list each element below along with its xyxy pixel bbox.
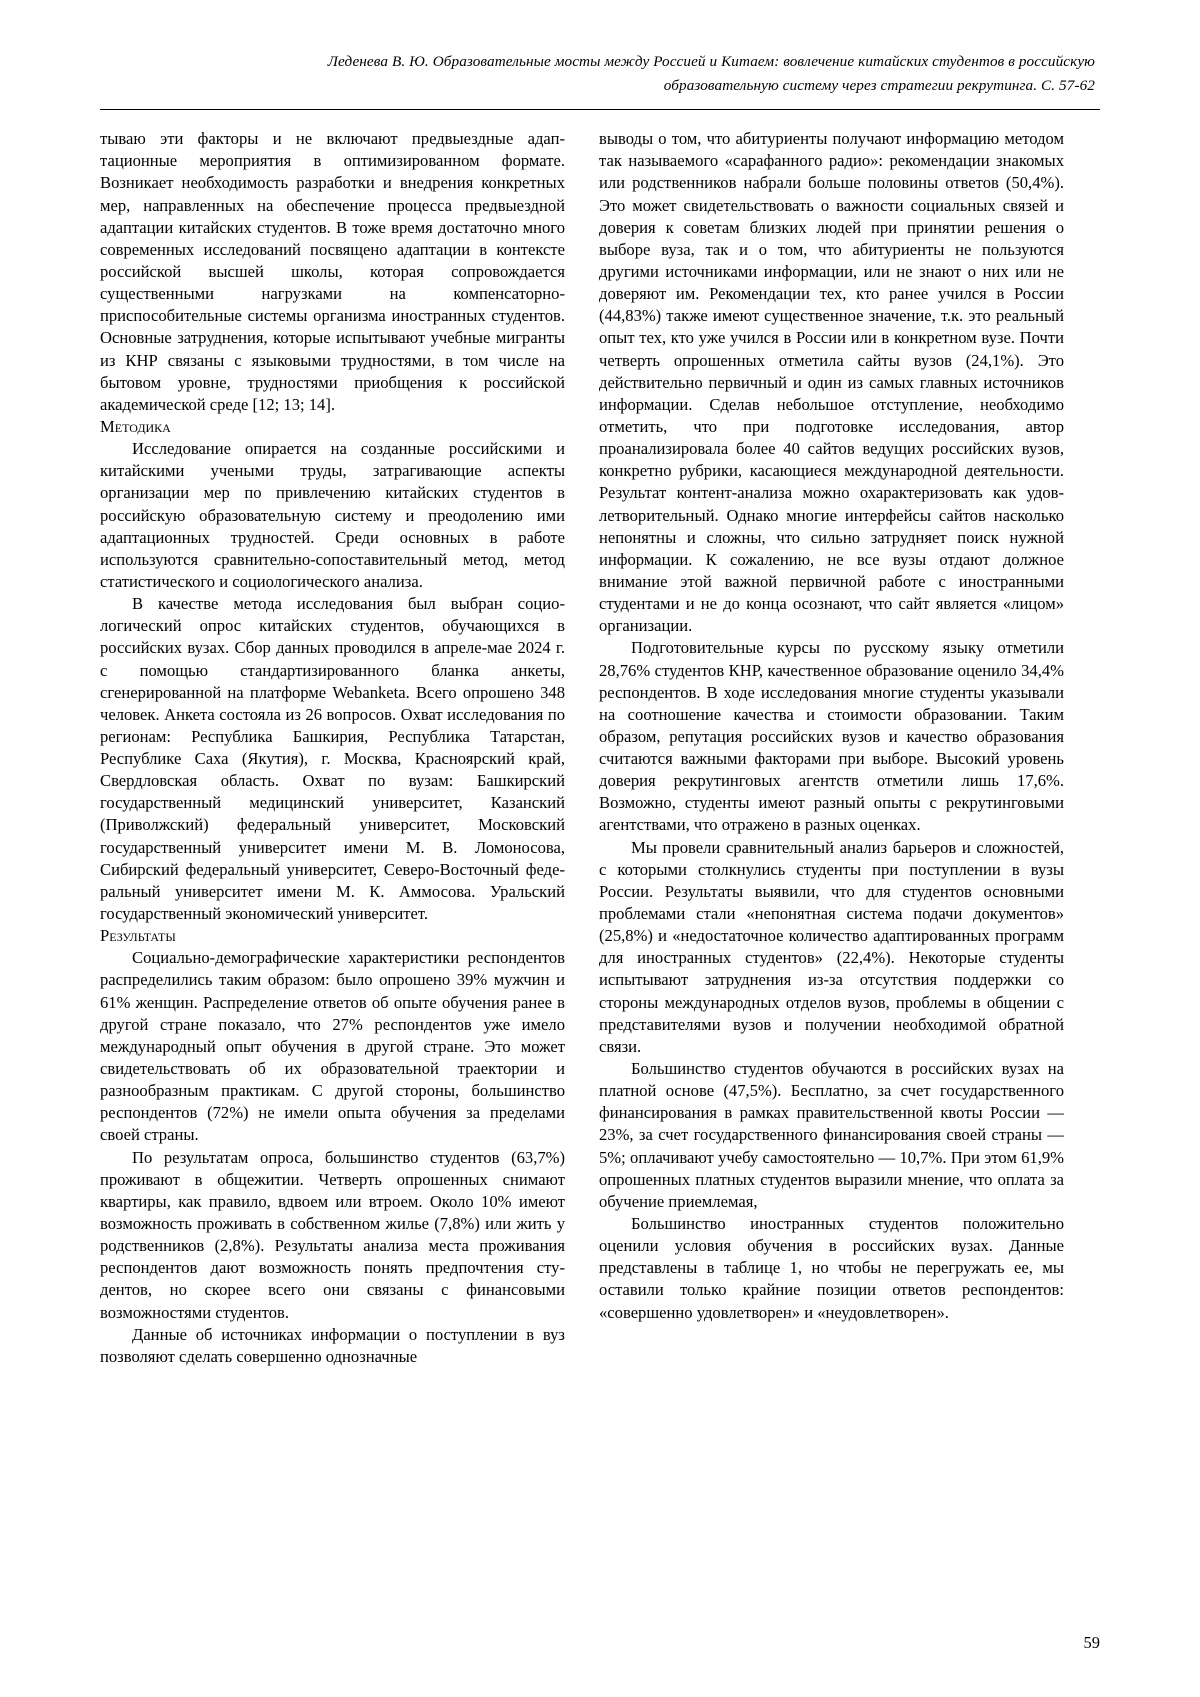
paragraph: В качестве метода исследования был выбран социологический опрос китайских студентов, обучающихся в российских вузах. Сбор данных проводился в апреле-мае 2024 г. с помощью стандартизированного бланка анкеты, сгенерированной на платформе Webanketa. Всего опрошено 348 человек. Анкета состояла из 26 вопросов. Охват исследования по регионам: Республика Башкирия, Республика Татарстан, Республике Саха (Якутия), г. Москва, Красноярский край, Свердловская область. Охват по вузам: Башкирский государственный медицинский университет, Казанский (Приволжский) федеральный университет, Московский государственный университет имени М. В. Ломоносова, Сибирский федеральный университет, Северо-Восточный федеральный университет имени М. К. Аммосова. Уральский государственный экономический университет. bbox=[100, 594, 565, 924]
text-columns bbox=[100, 128, 1100, 1368]
paragraph: Большинство студентов обучаются в российских вузах на платной основе (47,5%). Бесплатно, за счет государственного финансирования в рамках правительственной квоты России — 23%, за счет государственного финансирования своей страны — 5%; оплачивают учебу самостоятельно — 10,7%. При этом 61,9% опрошенных платных студентов выразили мнение, что оплата за обучение приемлемая, bbox=[599, 1059, 1064, 1211]
running-head-line-1: Леденева В. Ю. Образовательные мосты между Россией и Китаем: вовлечение китайских студентов в российскую bbox=[327, 53, 1095, 70]
running-head bbox=[230, 50, 1095, 97]
paragraph: Мы провели сравнительный анализ барьеров и сложностей, с которыми столкнулись студенты при поступлении в вузы России. Результаты выявили, что для студентов основными проблемами стали «непонятная система подачи документов» (25,8%) и «недостаточное количество адаптированных программ для иностранных студентов» (22,4%). Некоторые студенты испытывают затруднения из-за отсутствия поддержки со стороны международных отделов вузов, проблемы в общении с представителями вузов и получении необходимой обратной связи. bbox=[599, 837, 1064, 1056]
paragraph: Подготовительные курсы по русскому языку отметили 28,76% студентов КНР, качественное образование оценило 34,4% респондентов. В ходе исследования многие студенты указывали на соотношение качества и стоимости образовании. Таким образом, репутация российских вузов и качество образования считаются важными факторами при выборе. Высокий уровень доверия рекрутинговых агентств отметили лишь 17,6%. Возможно, студенты имеют разный опыты с рекрутинговыми агентствами, что отражено в разных оценках. bbox=[599, 638, 1064, 835]
paragraph: Исследование опирается на созданные российскими и китайскими учеными труды, затрагивающие аспекты организации мер по привлечению китайских студентов в российскую образовательную систему и преодолению ими адаптационных трудностей. Среди основных в работе используются сравнительно-сопоставительный метод, метод статистического и социологического анализа. bbox=[100, 439, 565, 591]
paragraph: Данные об источниках информации о поступлении в вуз позволяют сделать совершенно однозначные bbox=[100, 1324, 565, 1366]
paragraph: По результатам опроса, большинство студентов (63,7%) проживают в общежитии. Четверть опрошенных снимают квартиры, как правило, вдвоем или втроем. Около 10% имеют возможность проживать в собственном жилье (7,8%) или жить у родственников (2,8%). Результаты анализа места проживания респондентов дают возможность понять предпочтения студентов, но скорее всего они связаны с финансовыми возможностями студентов. bbox=[100, 1147, 565, 1322]
left-column bbox=[100, 128, 565, 1368]
page-number: 59 bbox=[1083, 1633, 1100, 1652]
section-heading-results: Результаты bbox=[100, 926, 176, 946]
right-column bbox=[599, 128, 1064, 1324]
section-heading-methods: Методика bbox=[100, 416, 171, 436]
paragraph: Социально-демографические характеристики респондентов распределились таким образом: было опрошено 39% мужчин и 61% женщин. Распределение ответов об опыте обучения ранее в другой стране показало, что 27% респондентов уже имело международный опыт обучения в другой стране. Это может свидетельствовать об их образовательной траектории и разнообразным практикам. С другой стороны, большинство респондентов (72%) не имели опыта обучения за пределами своей страны. bbox=[100, 948, 565, 1145]
running-head-line-2: образовательную систему через стратегии рекрутинга. С. 57-62 bbox=[663, 76, 1095, 94]
paragraph: тываю эти факторы и не включают предвыездные адаптационные мероприятия в оптимизированном формате. Возникает необходимость разработки и внедрения конкретных мер, направленных на обеспечение процесса предвыездной адаптации китайских студентов. В тоже время достаточно много современных исследований посвящено адаптации в контексте российской высшей школы, которая сопровождается существенными нагрузками на компенсаторно-приспособительные системы организма иностранных студентов. Основные затруднения, которые испытывают учебные мигранты из КНР связаны с языковыми трудностями, в том числе на бытовом уровне, трудностями приобщения к российской академической среде [12; 13; 14]. bbox=[100, 129, 565, 414]
header-rule bbox=[100, 109, 1100, 110]
paragraph: выводы о том, что абитуриенты получают информацию методом так называемого «сарафанного радио»: рекомендации знакомых или родственников набрали больше половины ответов (50,4%). Это может свидетельствовать о важности социальных связей и доверия к советам близких людей при принятии решения о выборе вуза, так и о том, что абитуриенты не пользуются другими источниками информации, или не знают о них или не доверяют им. Рекомендации тех, кто ранее учился в России (44,83%) также имеют существенное значение, т.к. это реальный опыт тех, кто уже учился в России или в конкретном вузе. Почти четверть опрошенных отметила сайты вузов (24,1%). Это действительно первичный и один из самых главных источников информации. Сделав небольшое отступление, необходимо отметить, что при подготовке исследования, автор проанализировала более 40 сайтов ведущих российских вузов, конкретно рубрики, касающиеся международной деятельности. Результат контент-анализа можно охарактеризовать как удовлетворительный. Однако многие интерфейсы сайтов насколько непонятны и сложны, что сильно затрудняет поиск нужной информации. К сожалению, не все вузы отдают должное внимание этой важной первичной работе с иностранными студентами и не до конца осознают, что сайт является «лицом» организации. bbox=[599, 129, 1064, 636]
paragraph: Большинство иностранных студентов положительно оценили условия обучения в российских вузах. Данные представлены в таблице 1, но чтобы не перегружать ее, мы оставили только крайние позиции ответов респондентов: «совершенно удовлетворен» и «неудовлетворен». bbox=[599, 1214, 1064, 1322]
